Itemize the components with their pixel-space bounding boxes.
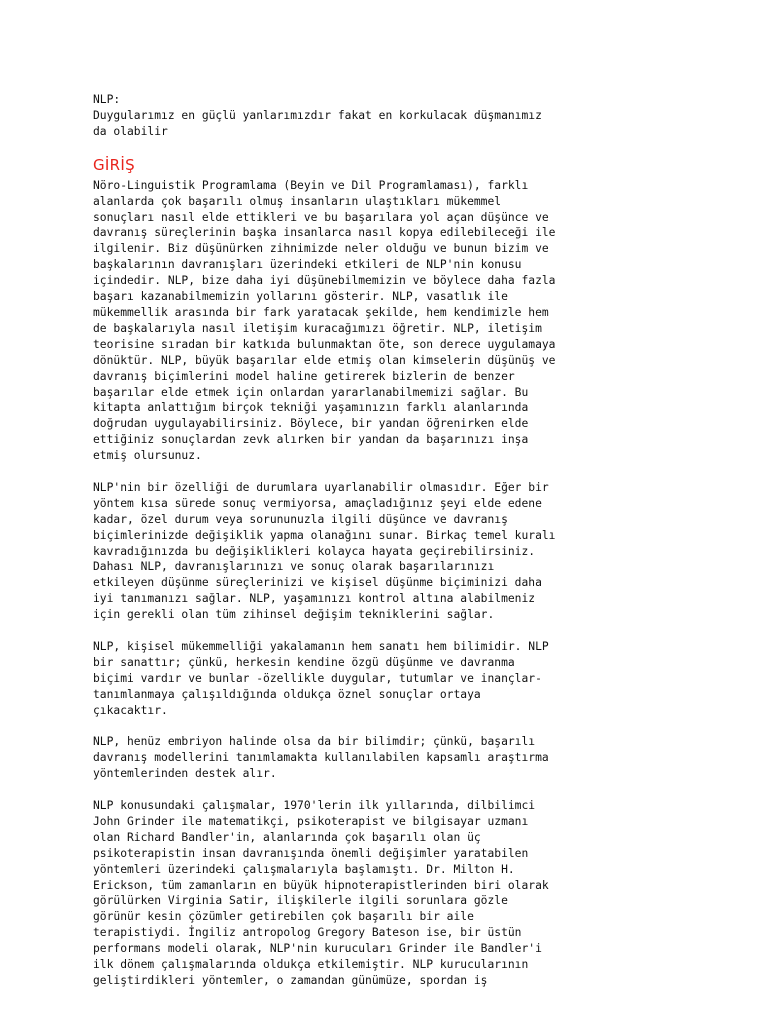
document-page: [93, 92, 673, 1005]
topic-label: NLP:: [93, 93, 121, 106]
document-subtitle: Duygularımız en güçlü yanlarımızdır fakat en korkulacak düşmanımız da olabilir: [93, 108, 542, 138]
document-intro: [93, 92, 673, 140]
section-heading: GİRİŞ: [93, 155, 135, 174]
paragraph: NLP, henüz embriyon halinde olsa da bir bilimdir; çünkü, başarılı davranış modellerini tanımlamakta kullanılabilen kapsamlı araştırma yöntemlerinden destek alır.: [93, 735, 549, 781]
paragraph: NLP, kişisel mükemmelliği yakalamanın hem sanatı hem bilimidir. NLP bir sanattır; çünkü, herkesin kendine özgü düşünme ve davranma biçimi vardır ve bunlar -özellikle duygular, tutumlar ve inançlar- tanımlanmaya çalışıldığında oldukça öznel sonuçlar ortaya çıkacaktır.: [93, 639, 549, 717]
paragraph: Nöro-Linguistik Programlama (Beyin ve Dil Programlaması), farklı alanlarda çok başarılı olmuş insanların ulaştıkları mükemmel sonuçları nasıl elde ettikleri ve bu başarılara yol açan düşünce ve davranış süreçlerinin başka insanlarca nasıl kopya edilebileceği ile ilgilenir. Biz düşünürken zihnimizde neler olduğu ve bunun bizim ve başkalarının davranışları üzerindeki etkileri de NLP'nin konusu içindedir. NLP, bize daha iyi düşünebilmemizin ve böylece daha fazla başarı kazanabilmemizin yollarını gösterir. NLP, vasatlık ile mükemmellik arasında bir fark yaratacak şekilde, hem kendimizle hem de başkalarıyla nasıl iletişim kuracağımızı öğretir. NLP, iletişim teorisine sıradan bir katkıda bulunmaktan öte, son derece uygulamaya dönüktür. NLP, büyük başarılar elde etmiş olan kimselerin düşünüş ve davranış biçimlerini model haline getirerek bizlerin de benzer başarılar elde etmek için onlardan yararlanabilmemizi sağlar. Bu kitapta anlattığım birçok tekniği yaşamınızın farklı alanlarında doğrudan uygulayabilirsiniz. Böylece, bir yandan öğrenirken elde ettiğiniz sonuçlardan zevk alırken bir yandan da başarınızı inşa etmiş olursunuz.: [93, 178, 556, 463]
paragraph: NLP konusundaki çalışmalar, 1970'lerin ilk yıllarında, dilbilimci John Grinder ile matematikçi, psikoterapist ve bilgisayar uzmanı olan Richard Bandler'in, alanlarında çok başarılı olan üç psikoterapistin insan davranışında önemli değişimler yaratabilen yöntemleri üzerindeki çalışmalarıyla başlamıştı. Dr. Milton H. Erickson, tüm zamanların en büyük hipnoterapistlerinden biri olarak görülürken Virginia Satir, ilişkilerle ilgili sorunlara gözle görünür kesin çözümler getirebilen çok başarılı bir aile terapistiydi. İngiliz antropolog Gregory Bateson ise, bir üstün performans modeli olarak, NLP'nin kurucuları Grinder ile Bandler'i ilk dönem çalışmalarında oldukça etkilemiştir. NLP kurucularının geliştirdikleri yöntemler, o zamandan günümüze, spordan iş: [93, 799, 549, 987]
paragraph: NLP'nin bir özelliği de durumlara uyarlanabilir olmasıdır. Eğer bir yöntem kısa sürede sonuç vermiyorsa, amaçladığınız şeyi elde edene kadar, özel durum veya sorununuzla ilgili düşünce ve davranış biçimlerinizde değişiklik yapma olanağını sunar. Birkaç temel kuralı kavradığınızda bu değişiklikleri kolayca hayata geçirebilirsiniz. Dahası NLP, davranışlarınızı ve sonuç olarak başarılarınızı etkileyen düşünme süreçlerinizi ve kişisel düşünme biçiminizi daha iyi tanımanızı sağlar. NLP, yaşamınızı kontrol altına alabilmeniz için gerekli olan tüm zihinsel değişim tekniklerini sağlar.: [93, 480, 556, 622]
